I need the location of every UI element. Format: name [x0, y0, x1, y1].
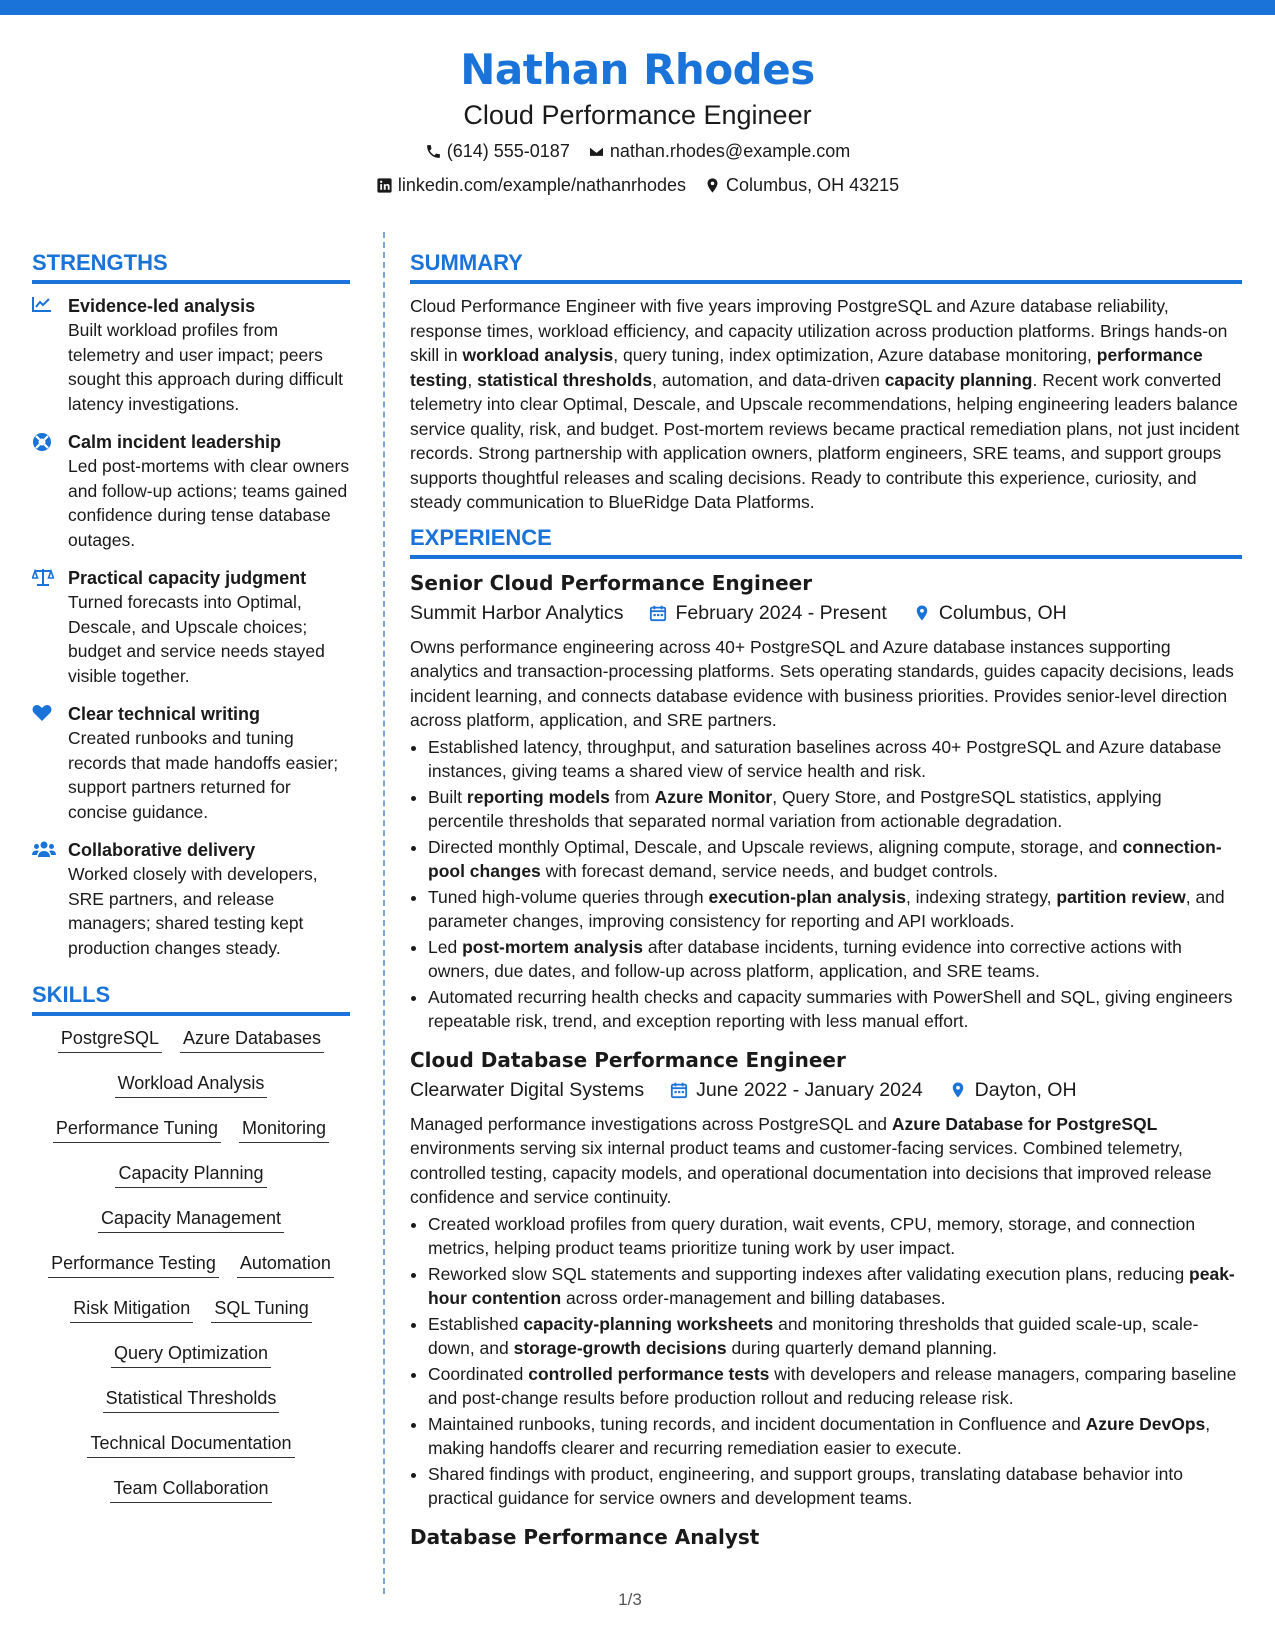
envelope-icon [588, 143, 605, 160]
linkedin-icon [376, 177, 393, 194]
summary-text: Cloud Performance Engineer with five years improving PostgreSQL and Azure database reliability, response times, workload efficiency, and capacity utilization across production platforms. Brings hands-on skill in workload analysis, query tuning, index optimization, Azure database monitoring, performance testing, statistical thresholds, automation, and data-driven capacity planning. Recent work converted telemetry into clear Optimal, Descale, and Upscale recommendations, helping engineering leaders balance service quality, risk, and budget. Post-mortem reviews became practical remediation plans, not just incident records. Strong partnership with application owners, platform engineers, SRE teams, and support groups supports thoughtful releases and scaling decisions. Ready to contribute this experience, curiosity, and steady communication to BlueRidge Data Platforms. [410, 296, 1240, 512]
strengths-heading: STRENGTHS [32, 250, 350, 284]
location-text: Columbus, OH 43215 [726, 175, 900, 195]
strength-desc: Created runbooks and tuning records that made handoffs easier; support partners returned for concise guidance. [68, 728, 339, 822]
strength-desc: Turned forecasts into Optimal, Descale, and Upscale choices; budget and service needs stayed visible together. [68, 592, 325, 686]
strength-item [32, 566, 350, 688]
map-pin-icon [949, 1081, 967, 1099]
page-number: 1/3 [618, 1590, 642, 1609]
strength-item [32, 294, 350, 416]
job-dates: June 2022 - January 2024 [696, 1078, 923, 1101]
linkedin [376, 170, 686, 200]
strength-item [32, 838, 350, 960]
job-bullets [410, 735, 1242, 1034]
skill-tag: SQL Tuning [211, 1296, 311, 1323]
bullet-item: • Established capacity-planning worksheets and monitoring thresholds that guided scale-up, scale-down, and storage-growth decisions during quarterly demand planning. [428, 1312, 1242, 1361]
phone-icon [425, 143, 442, 160]
job-title: Senior Cloud Performance Engineer [410, 570, 813, 595]
skill-tag: Capacity Planning [115, 1161, 266, 1188]
bullet-item: • Maintained runbooks, tuning records, and incident documentation in Confluence and Azure DevOps, making handoffs clearer and recurring remediation easier to execute. [428, 1412, 1242, 1461]
strength-desc: Led post-mortems with clear owners and follow-up actions; teams gained confidence during tense database outages. [68, 456, 350, 550]
bullet-item: • Created workload profiles from query duration, wait events, CPU, memory, storage, and connection metrics, helping product teams prioritize tuning work by user impact. [428, 1212, 1242, 1261]
skill-tag: Capacity Management [98, 1206, 284, 1233]
skill-tag: Performance Tuning [53, 1116, 221, 1143]
top-accent-bar [0, 0, 1275, 15]
job-title: Database Performance Analyst [410, 1524, 760, 1549]
contact-row-2 [0, 170, 1275, 200]
users-icon [32, 840, 56, 858]
job-entry [410, 1046, 1242, 1511]
balance-scale-icon [32, 568, 54, 586]
strength-desc: Built workload profiles from telemetry and user impact; peers sought this approach during difficult latency investigations. [68, 320, 343, 414]
job-title: Cloud Database Performance Engineer [410, 1047, 846, 1072]
strength-item [32, 430, 350, 552]
job-description: Owns performance engineering across 40+ PostgreSQL and Azure database instances supporting analytics and transaction-processing platforms. Sets operating standards, guides capacity decisions, leads incident learning, and connects database evidence with business priorities. Provides senior-level direction across platform, application, and SRE partners. [410, 636, 1234, 730]
bullet-item: • Built reporting models from Azure Monitor, Query Store, and PostgreSQL statistics, applying percentile thresholds that separated normal variation from actionable degradation. [428, 785, 1242, 834]
location [704, 170, 899, 200]
job-entry [410, 569, 1242, 1034]
skill-tag: Monitoring [239, 1116, 329, 1143]
skill-tag: Workload Analysis [115, 1071, 268, 1098]
skill-tag: PostgreSQL [58, 1026, 162, 1053]
bullet-item: • Established latency, throughput, and saturation baselines across 40+ PostgreSQL and Azure database instances, giving teams a shared view of service health and risk. [428, 735, 1242, 784]
phone [425, 136, 570, 166]
skills-heading: SKILLS [32, 982, 350, 1016]
skill-tag: Technical Documentation [87, 1431, 294, 1458]
resume-header [0, 42, 1275, 200]
calendar-icon [670, 1081, 688, 1099]
skill-tag: Azure Databases [180, 1026, 324, 1053]
left-column [32, 250, 350, 1521]
linkedin-url[interactable]: linkedin.com/example/nathanrhodes [397, 175, 687, 195]
strength-desc: Worked closely with developers, SRE partners, and release managers; shared testing kept production changes steady. [68, 864, 318, 958]
bullet-item: • Automated recurring health checks and capacity summaries with PowerShell and SQL, giving engineers repeatable risk, trend, and exception reporting with less manual effort. [428, 985, 1242, 1034]
column-divider [383, 232, 385, 1594]
lifebuoy-icon [32, 432, 52, 452]
candidate-title: Cloud Performance Engineer [463, 100, 812, 130]
job-meta [410, 1074, 1242, 1106]
map-pin-icon [704, 177, 721, 194]
company-name: Summit Harbor Analytics [410, 601, 624, 624]
skill-tag: Team Collaboration [110, 1476, 271, 1503]
contact-row-1 [0, 136, 1275, 166]
email [588, 136, 850, 166]
strength-title: Practical capacity judgment [68, 568, 307, 588]
phone-number: (614) 555-0187 [446, 141, 570, 161]
bullet-item: • Reworked slow SQL statements and supporting indexes after validating execution plans, reducing peak-hour contention across order-management and billing databases. [428, 1262, 1242, 1311]
job-meta [410, 597, 1242, 629]
map-pin-icon [913, 604, 931, 622]
job-entry [410, 1523, 1242, 1551]
chart-line-icon [32, 296, 52, 312]
bullet-item: • Coordinated controlled performance tests with developers and release managers, comparing baseline and post-change results before production rollout and reducing release risk. [428, 1362, 1242, 1411]
strength-title: Clear technical writing [68, 704, 261, 724]
job-location: Dayton, OH [974, 1078, 1077, 1101]
bullet-item: • Shared findings with product, engineering, and support groups, translating database behavior into practical guidance for service owners and development teams. [428, 1462, 1242, 1511]
summary-heading: SUMMARY [410, 250, 1242, 284]
right-column [410, 250, 1242, 1551]
job-dates: February 2024 - Present [675, 601, 887, 624]
job-bullets [410, 1212, 1242, 1511]
skill-tag: Automation [237, 1251, 334, 1278]
bullet-item: • Tuned high-volume queries through execution-plan analysis, indexing strategy, partition review, and parameter changes, improving consistency for reporting and API workloads. [428, 885, 1242, 934]
strength-title: Collaborative delivery [68, 840, 256, 860]
email-address[interactable]: nathan.rhodes@example.com [609, 141, 851, 161]
strength-title: Calm incident leadership [68, 432, 282, 452]
bullet-item: • Directed monthly Optimal, Descale, and Upscale reviews, aligning compute, storage, and connection-pool changes with forecast demand, service needs, and budget controls. [428, 835, 1242, 884]
skill-tag: Query Optimization [111, 1341, 271, 1368]
job-location: Columbus, OH [938, 601, 1067, 624]
skill-tag: Statistical Thresholds [103, 1386, 280, 1413]
skill-tag: Performance Testing [48, 1251, 219, 1278]
strength-title: Evidence-led analysis [68, 296, 256, 316]
company-name: Clearwater Digital Systems [410, 1078, 645, 1101]
skill-tag: Risk Mitigation [70, 1296, 193, 1323]
bullet-item: • Led post-mortem analysis after database incidents, turning evidence into corrective actions with owners, due dates, and follow-up across platform, application, and SRE teams. [428, 935, 1242, 984]
strength-item [32, 702, 350, 824]
job-description: Managed performance investigations across PostgreSQL and Azure Database for PostgreSQL environments serving six internal product teams and customer-facing services. Combined telemetry, controlled testing, capacity models, and operational documentation into decisions that improved release confidence and service continuity. [410, 1113, 1212, 1207]
experience-heading: EXPERIENCE [410, 525, 1242, 559]
heart-icon [32, 704, 52, 722]
calendar-icon [649, 604, 667, 622]
candidate-name: Nathan Rhodes [460, 45, 815, 94]
skills-list [32, 1026, 350, 1521]
